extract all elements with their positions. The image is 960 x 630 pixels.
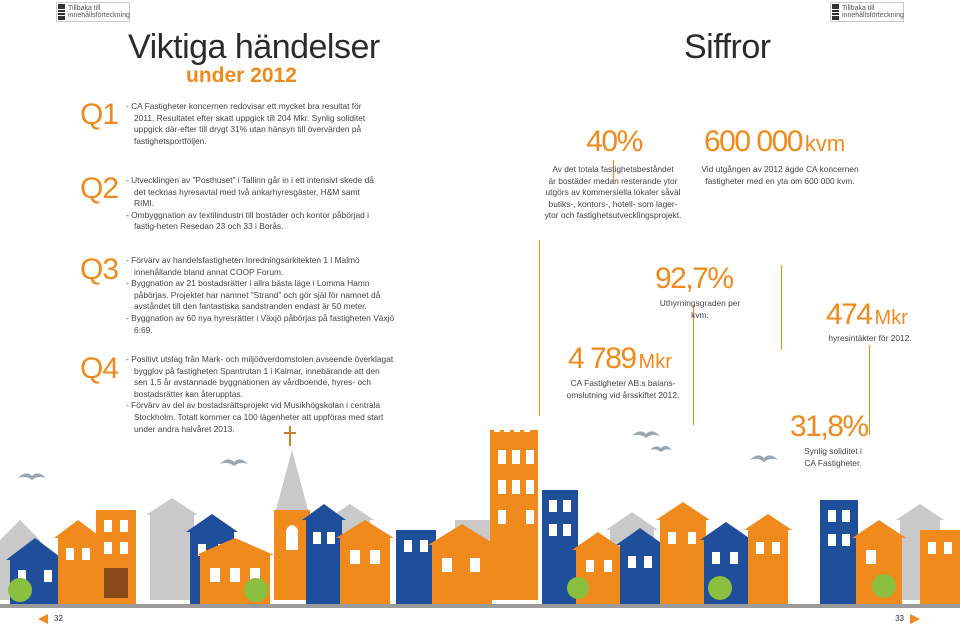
q3-list	[126, 255, 398, 336]
list-item: - Byggnation av 21 bostadsrätter i allra bästa läge i Lomma Hamn påbörjas. Projektet har namnet ”Strand” och gör själ för namnet då avståndet till den fantastiska sandstranden endast är 50 meter.	[126, 278, 381, 312]
town-illustration	[0, 420, 960, 620]
arrow-left-icon[interactable]	[38, 614, 48, 624]
desc-line: Vid utgången av 2012 ägde CA koncernen	[701, 164, 859, 174]
connector-line	[539, 240, 540, 416]
back-label-line2: innehållsförteckning	[68, 12, 130, 19]
list-item: - Ombyggnation av textilindustri till bostäder och kontor påbörjad i fastig-heten Resedan 23 och 33 i Borås.	[126, 209, 370, 232]
stat-40-value: 40%	[586, 125, 642, 158]
back-to-toc-button-left[interactable]	[56, 2, 130, 22]
connector-line	[693, 305, 694, 425]
desc-line: Av det totala fastighetsbeståndet	[552, 164, 674, 174]
list-item: - Byggnation av 60 nya hyresrätter i Växjö påbörjas på fastigheten Växjö 6:69.	[126, 312, 395, 335]
desc-line: är bostäder medan resterande ytor	[548, 175, 678, 186]
desc-line: fastigheter med en yta om 600 000 kvm.	[705, 175, 855, 186]
stat-4789-desc	[565, 378, 681, 401]
page-number-right: 33	[895, 614, 920, 624]
q1-label: Q1	[80, 98, 119, 131]
q2-label: Q2	[80, 172, 119, 205]
q3-label: Q3	[80, 253, 119, 286]
back-to-toc-button-right[interactable]	[830, 2, 904, 22]
q1-list	[126, 101, 376, 147]
list-item: - Utvecklingen av ”Posthuset” i Tallinn går in i ett intensivt skede då det tecknas hyresavtal med två ankarhyresgäster, H&M samt RIMI.	[126, 175, 374, 209]
arrow-right-icon[interactable]	[910, 614, 920, 624]
stat-600-desc	[700, 164, 860, 187]
desc-line: ytor och fastighetsutvecklingsprojekt.	[544, 210, 682, 221]
left-page-subtitle: under 2012	[186, 64, 297, 87]
connector-line	[781, 265, 782, 350]
q4-label: Q4	[80, 352, 119, 385]
desc-line: hyresintäkter för 2012.	[828, 333, 912, 343]
page-number-left: 32	[38, 614, 63, 624]
stat-40-desc	[530, 164, 696, 222]
desc-line: Uthyrningsgraden per kvm.	[659, 298, 741, 320]
menu-icon	[58, 4, 65, 20]
back-label-line1: Tillbaka till	[68, 5, 101, 12]
stat-474-value: 474 Mkr	[826, 298, 908, 331]
right-page-title: Siffror	[684, 28, 771, 66]
stat-474-desc	[828, 333, 912, 345]
desc-line: CA Fastigheter AB:s balans-	[570, 378, 676, 388]
left-page-title: Viktiga händelser	[128, 28, 380, 66]
back-label-line1: Tillbaka till	[842, 5, 875, 12]
list-item: - Förvärv av del av bostadsrättsprojekt vid Musikhögskolan i centrala Stockholm. Totalt kommer ca 100 lägenheter att uppföras med start under andra halvåret 2013.	[126, 400, 384, 434]
menu-icon	[832, 4, 839, 20]
desc-line: utgörs av kommersiella lokaler såväl	[545, 187, 681, 198]
stat-600-value: 600 000 kvm	[704, 125, 846, 158]
q2-list	[126, 175, 378, 233]
stat-4789-value: 4 789 Mkr	[568, 342, 672, 375]
back-label-line2: innehållsförteckning	[842, 12, 904, 19]
desc-line: CA Fastigheter.	[804, 457, 862, 468]
desc-line: Synlig soliditet i	[804, 446, 862, 456]
desc-line: omslutning vid årsskiftet 2012.	[566, 389, 680, 400]
stat-927-desc	[650, 298, 750, 321]
bird-icons	[18, 431, 778, 480]
stat-927-value: 92,7%	[655, 262, 733, 295]
list-item: - Förvärv av handelsfastigheten Inredningsarkitekten 1 i Malmö innehållande bland annat COOP Forum.	[126, 255, 360, 277]
stat-318-value: 31,8%	[790, 410, 868, 443]
list-item: - Positivt utslag från Mark- och miljööverdomstolen avseende överklagat bygglov på fastigheten Spantrutan 1 i Kalmar, innebärande att den sen 1,5 år avstannade byggnationen av vårdboende, hyres- och bostadsrätter kan återupptas.	[126, 354, 394, 399]
list-item: - CA Fastigheter koncernen redovisar ett mycket bra resultat för 2011. Resultatet efter skatt uppgick till 204 Mkr. Synlig soliditet uppgick där-efter till drygt 31% utan hänsyn till övervärden på fastighetsportföljen.	[126, 101, 366, 146]
desc-line: butiks-, kontors-, hotell- som lager-	[548, 198, 678, 209]
